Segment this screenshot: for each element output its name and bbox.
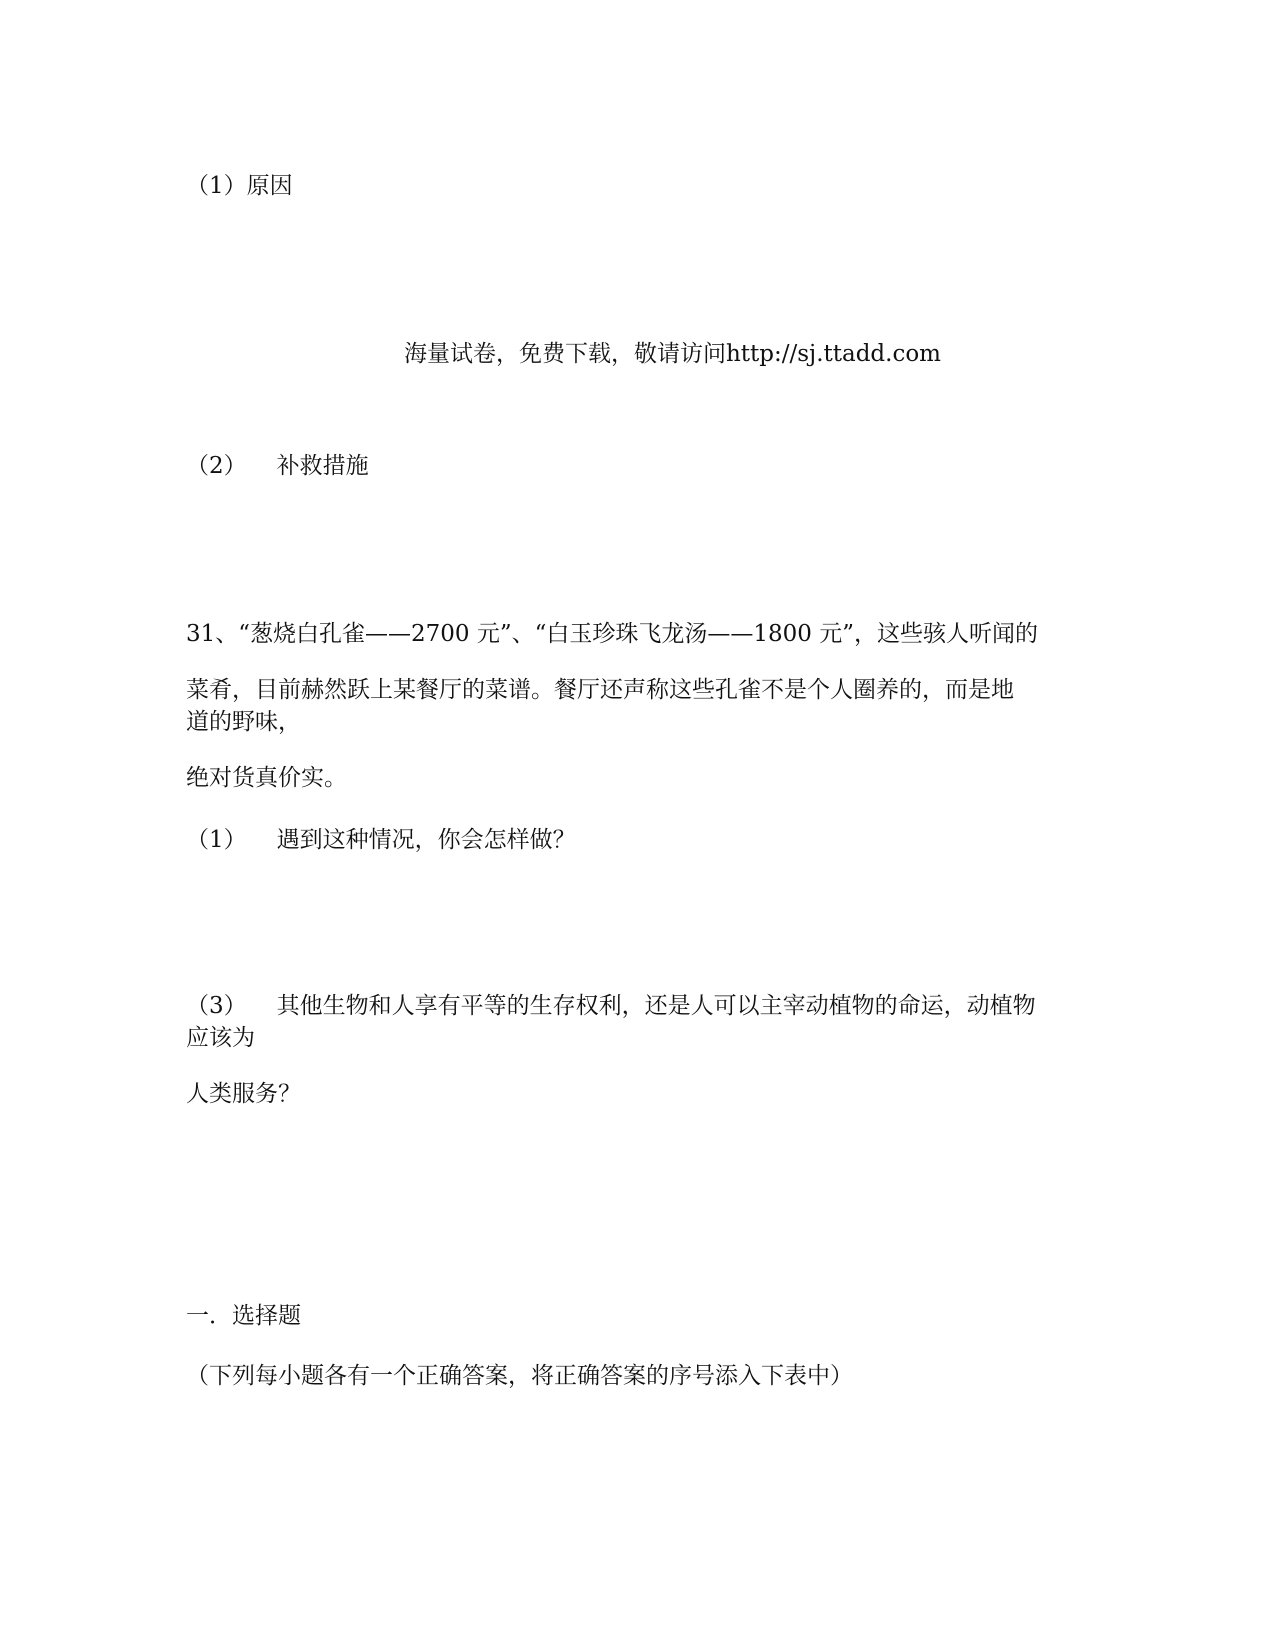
q31-sub3-line-2: 应该为 <box>186 1025 255 1051</box>
section-title: 一．选择题 <box>186 1303 301 1329</box>
q30-part2-text: 补救措施 <box>276 453 369 479</box>
q30-part2-line <box>186 452 369 480</box>
section-instruction: （下列每小题各有一个正确答案，将正确答案的序号添入下表中） <box>186 1363 853 1389</box>
watermark-line <box>0 340 1275 368</box>
q31-sub3-number: （3） <box>186 993 247 1019</box>
q31-sub1-number: （1） <box>186 827 247 853</box>
q30-part1-label: （1）原因 <box>186 173 293 199</box>
q31-line-4: 绝对货真价实。 <box>186 765 347 791</box>
q31-line-3: 道的野味， <box>186 709 301 735</box>
q31-sub3-line-3: 人类服务？ <box>186 1081 301 1107</box>
q31-sub1-text: 遇到这种情况，你会怎样做？ <box>276 827 576 853</box>
q31-sub1-line <box>186 826 576 854</box>
watermark-text: 海量试卷，免费下载，敬请访问http://sj.ttadd.com <box>403 341 941 367</box>
q31-line-1: 31、“葱烧白孔雀——2700 元”、“白玉珍珠飞龙汤——1800 元”，这些骇人听闻的 <box>186 621 1038 647</box>
q31-line-2: 菜肴，目前赫然跃上某餐厅的菜谱。餐厅还声称这些孔雀不是个人圈养的，而是地 <box>186 677 1014 703</box>
q30-part2-number: （2） <box>186 453 247 479</box>
q31-sub3-line <box>186 992 1036 1020</box>
q31-sub3-text: 其他生物和人享有平等的生存权利，还是人可以主宰动植物的命运，动植物 <box>276 993 1036 1019</box>
